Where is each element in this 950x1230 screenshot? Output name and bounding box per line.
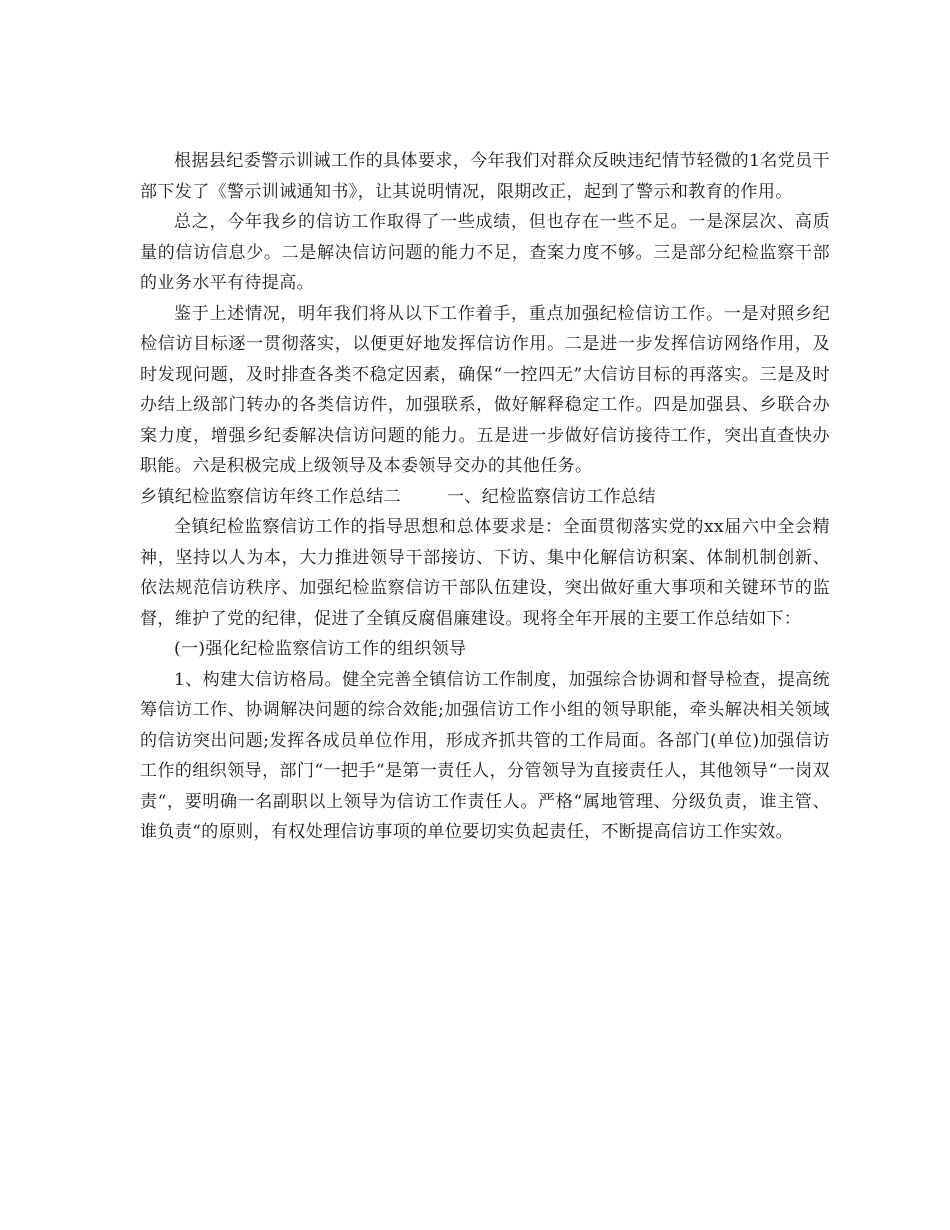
document-page bbox=[140, 146, 830, 848]
paragraph-petition-pattern: 1、构建大信访格局。健全完善全镇信访工作制度，加强综合协调和督导检查，提高统筹信访工作、协调解决问题的综合效能;加强信访工作小组的领导职能，牵头解决相关领域的信访突出问题;发挥各成员单位作用，形成齐抓共管的工作局面。各部门(单位)加强信访工作的组织领导，部门“一把手“是第一责任人，分管领导为直接责任人，其他领导“一岗双责“，要明确一名副职以上领导为信访工作责任人。严格“属地管理、分级负责，谁主管、谁负责“的原则，有权处理信访事项的单位要切实负起责任，不断提高信访工作实效。 bbox=[140, 669, 830, 842]
paragraph-next-year-plan: 鉴于上述情况，明年我们将从以下工作着手，重点加强纪检信访工作。一是对照乡纪检信访目标逐一贯彻落实，以便更好地发挥信访作用。二是进一步发挥信访网络作用，及时发现问题，及时排查各类不稳定因素，确保“一控四无”大信访目标的再落实。三是及时办结上级部门转办的各类信访件，加强联系，做好解释稳定工作。四是加强县、乡联合办案力度，增强乡纪委解决信访问题的能力。五是进一步做好信访接待工作，突出直查快办职能。六是积极完成上级领导及本委领导交办的其他任务。 bbox=[140, 303, 830, 476]
document-title: 乡镇纪检监察信访年终工作总结二 bbox=[140, 486, 401, 507]
subsection-heading: (一)强化纪检监察信访工作的组织领导 bbox=[174, 639, 467, 659]
paragraph-warning-notice: 根据县纪委警示训诫工作的具体要求，今年我们对群众反映违纪情节轻微的1名党员干部下发了《警示训诫通知书》，让其说明情况，限期改正，起到了警示和教育的作用。 bbox=[140, 151, 830, 202]
paragraph-summary: 总之，今年我乡的信访工作取得了一些成绩，但也存在一些不足。一是深层次、高质量的信访信息少。二是解决信访问题的能力不足，查案力度不够。三是部分纪检监察干部的业务水平有待提高。 bbox=[140, 212, 830, 293]
section-heading: 一、纪检监察信访工作总结 bbox=[447, 486, 656, 507]
document-title-line bbox=[140, 482, 830, 513]
paragraph-guiding-thought: 全镇纪检监察信访工作的指导思想和总体要求是：全面贯彻落实党的xx届六中全会精神，坚持以人为本，大力推进领导干部接访、下访、集中化解信访积案、体制机制创新、依法规范信访秩序、加强纪检监察信访干部队伍建设，突出做好重大事项和关键环节的监督，维护了党的纪律，促进了全镇反腐倡廉建设。现将全年开展的主要工作总结如下： bbox=[140, 517, 830, 629]
